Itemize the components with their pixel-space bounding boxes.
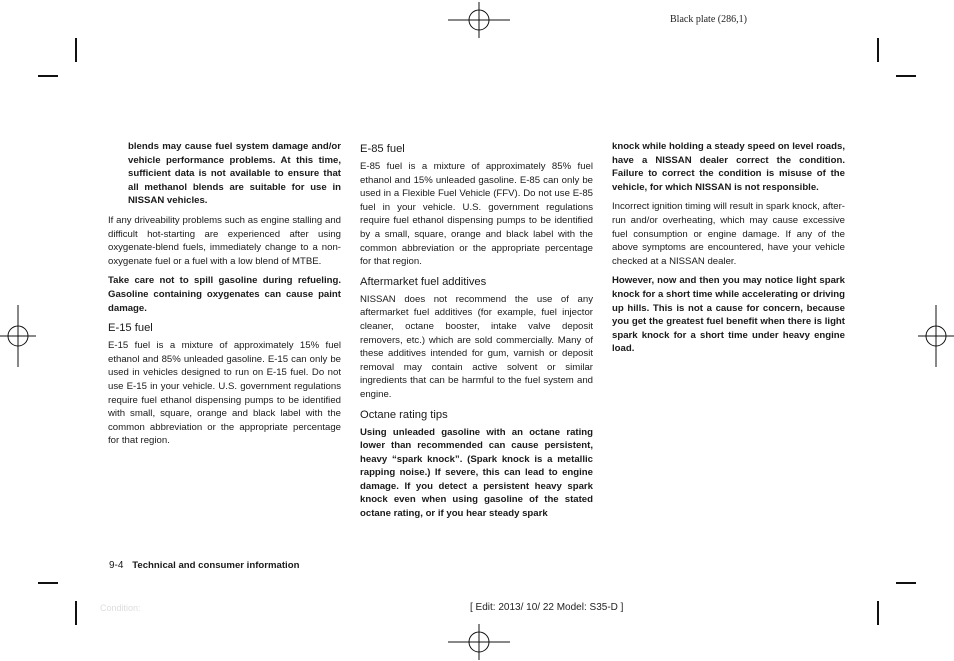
page-number: 9-4 (109, 560, 124, 571)
warning-spark-knock-continued: knock while holding a steady speed on level roads, have a NISSAN dealer correct the condition. Failure to correct the condition is misuse of the vehicle, for which NISSAN is not responsible. (612, 141, 845, 193)
registration-mark-left (0, 305, 36, 367)
crop-mark (38, 582, 58, 584)
paragraph-driveability: If any driveability problems such as engine stalling and difficult hot-starting are experienced after using oxygenate-blend fuels, immediately change to a non-oxygenate fuel or a fuel with a low blend of MTBE. (108, 214, 341, 267)
heading-e85-fuel: E-85 fuel (360, 143, 405, 155)
warning-methanol-continued: blends may cause fuel system damage and/or vehicle performance problems. At this time, sufficient data is not available to ensure that all methanol blends are suitable for use in NISSAN vehicles. (128, 141, 341, 207)
section-title: Technical and consumer information (132, 560, 300, 571)
paragraph-aftermarket: NISSAN does not recommend the use of any aftermarket fuel additives (for example, fuel injector cleaner, octane booster, intake valve deposit removers, etc.) which are sold commercially. Many of these additives intended for gum, varnish or deposit removal may contain active solvent or similar ingredients that can be harmful to the fuel system and engine. (360, 293, 593, 400)
paragraph-ignition-timing: Incorrect ignition timing will result in spark knock, after-run and/or overheating, which may cause excessive fuel consumption or engine damage. If any of the above symptoms are encountered, have your vehicle checked at a NISSAN dealer. (612, 201, 845, 267)
crop-mark (75, 38, 77, 62)
column-1 (108, 140, 341, 454)
plate-label: Black plate (286,1) (670, 14, 747, 25)
warning-octane: Using unleaded gasoline with an octane rating lower than recommended can cause persistent, heavy “spark knock”. (Spark knock is a metallic rapping noise.) If severe, this can lead to engine damage. If you detect a persistent heavy spark knock even when using gasoline of the stated octane rating, or if you hear steady spark (360, 426, 593, 520)
registration-mark-top (448, 2, 510, 38)
crop-mark (38, 75, 58, 77)
note-light-spark-knock: However, now and then you may notice light spark knock for a short time while accelerating or driving up hills. This is not a cause for concern, because you get the greatest fuel benefit when there is light spark knock for a short time under heavy engine load. (612, 275, 845, 355)
crop-mark (75, 601, 77, 625)
crop-mark (877, 601, 879, 625)
registration-mark-bottom (448, 624, 510, 660)
warning-spill-gasoline: Take care not to spill gasoline during refueling. Gasoline containing oxygenates can cause paint damage. (108, 275, 341, 314)
column-2 (360, 140, 593, 527)
registration-mark-right (918, 305, 954, 367)
page-footer (109, 560, 299, 571)
column-3 (612, 140, 845, 362)
crop-mark (896, 582, 916, 584)
paragraph-e15: E-15 fuel is a mixture of approximately 15% fuel ethanol and 85% unleaded gasoline. E-15 can only be used in vehicles designed to run on E-15 fuel. Do not use E-15 in your vehicle. U.S. government regulations require fuel ethanol dispensing pumps to be identified with small, square, orange and black label with the common abbreviation or the appropriate percentage for that region. (108, 340, 341, 447)
heading-octane-rating-tips: Octane rating tips (360, 408, 448, 421)
crop-mark (896, 75, 916, 77)
edit-info: [ Edit: 2013/ 10/ 22 Model: S35-D ] (470, 602, 624, 613)
heading-aftermarket-additives: Aftermarket fuel additives (360, 275, 487, 288)
paragraph-e85: E-85 fuel is a mixture of approximately 85% fuel ethanol and 15% unleaded gasoline. E-85 can only be used in a Flexible Fuel Vehicle (FFV). Do not use E-85 fuel in your vehicle. U.S. government regulations require fuel ethanol dispensing pumps to be identified by a small, square, orange and black label with the common abbreviation or the appropriate percentage for that region. (360, 161, 593, 268)
crop-mark (877, 38, 879, 62)
condition-label: Condition: (100, 603, 141, 613)
heading-e15-fuel: E-15 fuel (108, 322, 153, 335)
